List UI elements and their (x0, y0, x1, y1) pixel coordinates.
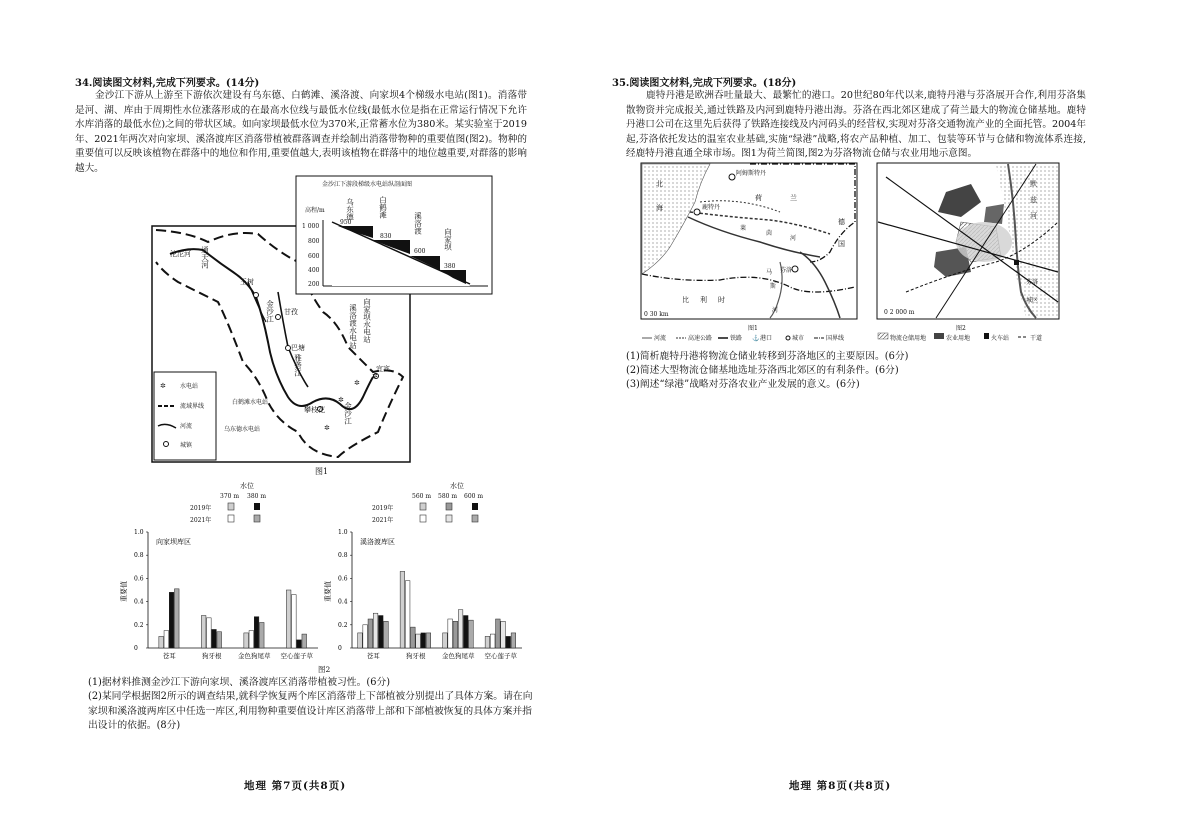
bar (405, 581, 410, 648)
bar (463, 616, 468, 648)
bar (453, 621, 458, 648)
y-tick-label: 0.8 (134, 552, 144, 560)
town-marker (254, 293, 259, 298)
svg-text:城镇: 城镇 (180, 442, 193, 449)
svg-text:乌东德: 乌东德 (345, 198, 355, 221)
fig1-caption: 图1 (315, 467, 329, 476)
svg-text:火车站: 火车站 (991, 335, 1010, 342)
svg-text:国: 国 (838, 240, 845, 248)
q34-question-2: (2)某同学根据图2所示的调查结果,就科学恢复两个库区消落带上下部植被分别提出了具体方案。请在向家坝和溪洛渡两库区中任选一库区,利用物种重要值设计库区消落带上部和下部植被恢复的具体方案并指出设计的依据。(8分) (88, 691, 533, 731)
svg-text:干道: 干道 (1030, 335, 1043, 342)
svg-text:600 m: 600 m (464, 493, 484, 500)
map-label: 乌东德水电站 (224, 426, 261, 433)
bar (373, 613, 378, 648)
svg-text:马: 马 (766, 269, 773, 276)
map-label: 宜宾 (376, 365, 390, 373)
svg-text:北: 北 (656, 180, 663, 188)
map-label: 金沙江 (265, 300, 275, 323)
bar (363, 625, 368, 648)
svg-text:向家坝: 向家坝 (443, 228, 453, 251)
netherlands-map (640, 162, 860, 346)
bar (217, 632, 222, 648)
category-label: 苍耳 (162, 652, 176, 660)
svg-text:荷: 荷 (755, 194, 762, 202)
q34-paragraph: 金沙江下游从上游至下游依次建设有乌东德、白鹤滩、溪洛渡、向家坝4个梯级水电站(图1)。消落带是河、湖、库由于周期性水位涨落形成的在最高水位线与最低水位线(最低水位是指在正常运行情况下允许水库消落的最低水位)之间的带状区域。如向家坝最低水位为370米,正常蓄水位为380米。某实验室于2019年、2021年两次对向家坝、溪洛渡库区消落带植被群落调查并绘制出消落带物种的重要值图(图2)。物种的重要值可以反映该植物在群落中的地位和作用,重要值越大,表明该植物在群落中的地位越重要,对群落的影响越大。 (75, 90, 527, 174)
map-label: 白鹤滩水电站 (232, 399, 269, 406)
bar (254, 617, 259, 648)
svg-text:200: 200 (308, 281, 320, 288)
bar (212, 629, 217, 648)
y-tick-label: 0.6 (134, 575, 144, 583)
svg-text:图1: 图1 (748, 325, 758, 332)
svg-text:2019年: 2019年 (190, 505, 212, 512)
svg-text:芬洛: 芬洛 (1026, 279, 1039, 286)
map-label: 攀枝花 (304, 406, 325, 414)
q34-question-1: (1)据材料推测金沙江下游向家坝、溪洛渡库区消落带植被习性。(6分) (88, 677, 391, 688)
svg-text:默: 默 (1030, 180, 1037, 188)
svg-text:580 m: 580 m (438, 493, 458, 500)
svg-text:380: 380 (444, 263, 456, 270)
bar (506, 636, 511, 648)
city-marker (694, 209, 700, 215)
svg-text:流域界线: 流域界线 (180, 403, 205, 410)
bar (159, 636, 164, 648)
bar (302, 634, 307, 648)
footer-page-8: 地理 第8页(共8页) (789, 780, 892, 792)
y-tick-label: 0.4 (338, 598, 348, 606)
bar (443, 633, 448, 648)
hydro-station-icon: ✲ (160, 382, 166, 390)
y-tick-label: 0.2 (134, 621, 144, 629)
svg-text:兰: 兰 (790, 194, 797, 202)
svg-text:图2: 图2 (956, 325, 966, 332)
svg-text:水位: 水位 (240, 482, 254, 490)
svg-text:芬洛: 芬洛 (780, 267, 793, 274)
category-label: 空心莲子草 (280, 652, 313, 660)
hydro-station-icon: ✲ (354, 379, 360, 387)
map-label: 金沙江 (343, 402, 353, 425)
bar (207, 618, 212, 648)
category-label: 狗牙根 (406, 652, 426, 660)
svg-text:370 m: 370 m (220, 493, 240, 500)
y-axis-label: 重要值 (120, 581, 128, 602)
y-tick-label: 0 (338, 645, 342, 652)
bar (244, 633, 249, 648)
category-label: 金色狗尾草 (238, 652, 271, 660)
svg-text:城区: 城区 (1026, 297, 1039, 304)
bar (384, 621, 389, 648)
q35-heading: 35.阅读图文材料,完成下列要求。(18分) (612, 78, 797, 89)
svg-text:溪洛渡: 溪洛渡 (413, 212, 423, 235)
bar (485, 636, 490, 648)
svg-text:港口: 港口 (760, 335, 773, 342)
svg-text:水位: 水位 (450, 482, 464, 490)
svg-text:兹: 兹 (1030, 196, 1037, 204)
bar (400, 571, 405, 648)
map-label: 溪洛渡水电站 (348, 304, 358, 349)
q35-question-3: (3)阐述“绿港”战略对芬洛农业产业发展的意义。(6分) (626, 379, 860, 390)
chart-xiangjiaba (120, 529, 318, 660)
svg-text:斯: 斯 (770, 283, 777, 290)
y-tick-label: 0.2 (338, 621, 348, 629)
venlo-map (876, 162, 1060, 346)
bar (421, 633, 426, 648)
bar (286, 590, 291, 648)
hydro-station-icon: ✲ (372, 372, 378, 380)
bar (358, 633, 363, 648)
svg-text:2021年: 2021年 (372, 517, 394, 524)
y-tick-label: 0.4 (134, 598, 144, 606)
map-label: 向家坝水电站 (362, 298, 372, 343)
map-label: 通天河 (200, 246, 210, 269)
bar (368, 619, 373, 648)
svg-text:时: 时 (718, 296, 725, 304)
port-icon: ⚓ (752, 335, 760, 342)
bar (174, 589, 179, 648)
bar (511, 633, 516, 648)
bar (164, 631, 169, 648)
svg-text:城市: 城市 (792, 335, 805, 342)
category-label: 金色狗尾草 (442, 652, 475, 660)
inset-title: 金沙江下游段梯级水电站纵剖面图 (322, 181, 413, 188)
svg-text:茵: 茵 (766, 230, 773, 237)
svg-text:2021年: 2021年 (190, 517, 212, 524)
city-marker (792, 266, 798, 272)
fig2-legends (190, 478, 510, 528)
town-marker (286, 346, 291, 351)
bar (469, 620, 474, 648)
category-label: 狗牙根 (202, 652, 222, 660)
chart-title: 向家坝库区 (156, 538, 191, 546)
q35-question-1: (1)简析鹿特丹港将物流仓储业转移到芬洛地区的主要原因。(6分) (626, 351, 909, 362)
svg-text:德: 德 (838, 218, 845, 226)
svg-text:河: 河 (772, 307, 779, 314)
svg-text:莱: 莱 (740, 225, 747, 232)
svg-text:380 m: 380 m (247, 493, 267, 500)
bar (378, 616, 383, 648)
bar (448, 619, 453, 648)
y-axis-label: 重要值 (324, 581, 332, 602)
svg-text:河流: 河流 (654, 335, 667, 342)
chart-title: 溪洛渡库区 (360, 538, 395, 546)
svg-text:物流仓储用地: 物流仓储用地 (890, 335, 927, 342)
svg-text:1 000: 1 000 (302, 223, 320, 230)
y-tick-label: 0.6 (338, 575, 348, 583)
svg-text:国界线: 国界线 (826, 335, 845, 342)
q35-question-2: (2)简述大型物流仓储基地选址芬洛西北郊区的有利条件。(6分) (626, 365, 899, 376)
bar (169, 592, 174, 648)
y-tick-label: 0 (134, 645, 138, 652)
svg-text:农业用地: 农业用地 (946, 335, 971, 342)
category-label: 空心莲子草 (484, 652, 517, 660)
svg-text:2019年: 2019年 (372, 505, 394, 512)
svg-text:阿姆斯特丹: 阿姆斯特丹 (736, 170, 767, 177)
town-marker (276, 315, 281, 320)
city-marker (729, 174, 735, 180)
bar (297, 640, 302, 648)
bar (490, 634, 495, 648)
svg-text:铁路: 铁路 (730, 335, 743, 342)
svg-text:河: 河 (790, 235, 797, 242)
svg-text:海: 海 (656, 204, 663, 212)
footer-page-7: 地理 第7页(共8页) (244, 780, 347, 792)
svg-text:600: 600 (414, 248, 426, 255)
bar (249, 631, 254, 648)
svg-text:鹿特丹: 鹿特丹 (702, 204, 721, 211)
fig2-caption: 图2 (318, 665, 331, 674)
svg-text:800: 800 (308, 238, 320, 245)
svg-text:河: 河 (1030, 212, 1037, 220)
map-label: 沱沱河 (170, 250, 191, 258)
scale-bar: 0 30 km (644, 311, 669, 318)
svg-text:比: 比 (682, 296, 689, 304)
chart-xiluodu (323, 529, 522, 660)
svg-text:600: 600 (308, 253, 320, 260)
svg-text:400: 400 (308, 267, 320, 274)
bar (501, 621, 506, 648)
scale-bar: 0 2 000 m (884, 309, 915, 316)
svg-text:830: 830 (380, 233, 392, 240)
fig2-charts (120, 524, 540, 674)
hydro-station-icon: ✲ (338, 396, 344, 404)
bar (426, 633, 431, 648)
svg-text:水电站: 水电站 (180, 383, 199, 390)
map-label: 甘孜 (284, 308, 298, 316)
inset-ylabel: 高程/m (305, 207, 325, 214)
bar (411, 627, 416, 648)
category-label: 苍耳 (366, 652, 380, 660)
bar (201, 616, 206, 648)
bar (416, 634, 421, 648)
hydro-station-icon: ✲ (324, 424, 330, 432)
y-tick-label: 1.0 (134, 529, 144, 536)
q35-paragraph: 鹿特丹港是欧洲吞吐量最大、最繁忙的港口。20世纪80年代以来,鹿特丹港与芬洛展开合作,利用芬洛集散物资并完成报关,通过铁路及内河到鹿特丹港出海。芬洛在西北郊区建成了荷兰最大的物流仓储基地。鹿特丹港口公司在这里先后获得了铁路连接线及内河码头的经营权,实现对芬洛交通物流产业的全面托管。2004年起,芬洛依托发达的温室农业基础,实施“绿港”战略,将农产品种植、加工、包装等环节与仓储和物流体系连接,经鹿特丹港直通全球市场。图1为荷兰简图,图2为芬洛物流仓储与农业用地示意图。 (626, 90, 1086, 160)
q34-heading: 34.阅读图文材料,完成下列要求。(14分) (75, 78, 260, 89)
svg-text:950: 950 (340, 219, 352, 226)
y-tick-label: 1.0 (338, 529, 348, 536)
figure-1 (148, 172, 498, 482)
svg-text:高速公路: 高速公路 (688, 335, 713, 342)
y-tick-label: 0.8 (338, 552, 348, 560)
svg-text:560 m: 560 m (412, 493, 432, 500)
bar (259, 622, 264, 648)
svg-text:河流: 河流 (180, 423, 193, 430)
map-label: 雅砻江 (293, 354, 303, 377)
map-label: 巴塘 (291, 344, 305, 352)
map-label: 玉树 (240, 278, 254, 286)
bar (458, 610, 463, 648)
bar (496, 619, 501, 648)
bar (292, 595, 297, 648)
svg-text:利: 利 (700, 296, 707, 304)
svg-text:白鹤滩: 白鹤滩 (378, 196, 388, 219)
